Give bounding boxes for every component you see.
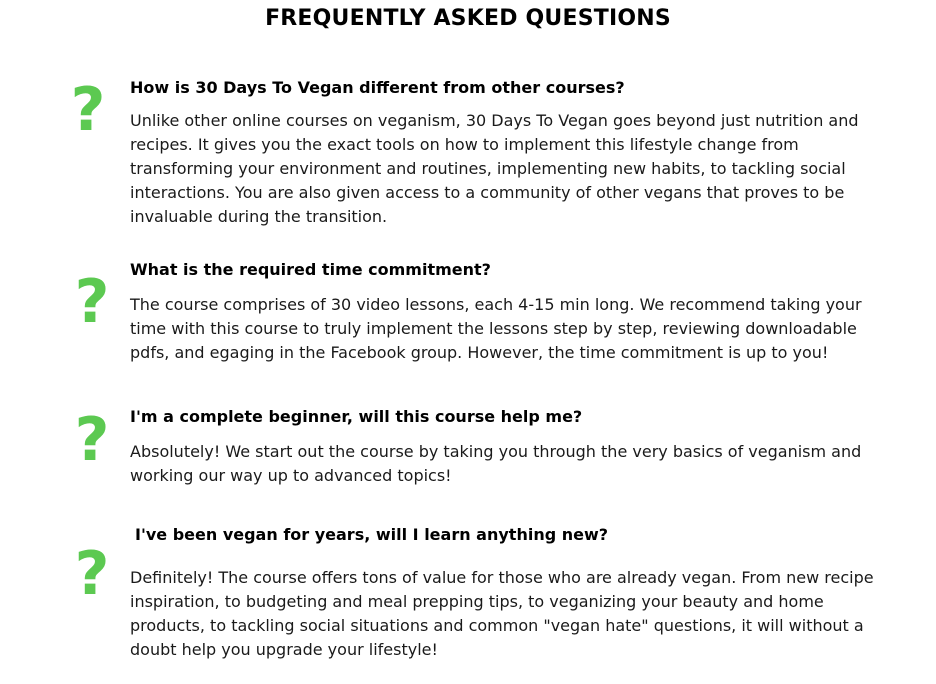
faq-question-1: How is 30 Days To Vegan different from other courses? (130, 78, 625, 97)
faq-answer-4: Definitely! The course offers tons of value for those who are already vegan. From new recipe inspiration, to budgeting and meal prepping tips, to veganizing your beauty and home products, to tackling social situations and common "vegan hate" questions, it will without a doubt help you upgrade your lifestyle! (130, 568, 874, 659)
page-title: FREQUENTLY ASKED QUESTIONS (265, 6, 671, 31)
faq-answer-1: Unlike other online courses on veganism, 30 Days To Vegan goes beyond just nutrition and recipes. It gives you the exact tools on how to implement this lifestyle change from transforming your environment and routines, implementing new habits, to tackling social interactions. You are also given access to a community of other vegans that proves to be invaluable during the transition. (130, 111, 859, 226)
question-mark-icon: ? (74, 405, 110, 475)
faq-question-4: I've been vegan for years, will I learn anything new? (135, 525, 609, 544)
question-mark-icon: ? (74, 539, 110, 609)
question-mark-icon: ? (70, 75, 106, 145)
faq-question-3: I'm a complete beginner, will this course help me? (130, 407, 583, 426)
faq-answer-3: Absolutely! We start out the course by taking you through the very basics of veganism and working our way up to advanced topics! (130, 442, 862, 485)
faq-question-2: What is the required time commitment? (130, 260, 491, 279)
faq-answer-2: The course comprises of 30 video lessons, each 4-15 min long. We recommend taking your time with this course to truly implement the lessons step by step, reviewing downloadable pdfs, and egaging in the Facebook group. However, the time commitment is up to you! (130, 295, 862, 362)
question-mark-icon: ? (74, 267, 110, 337)
